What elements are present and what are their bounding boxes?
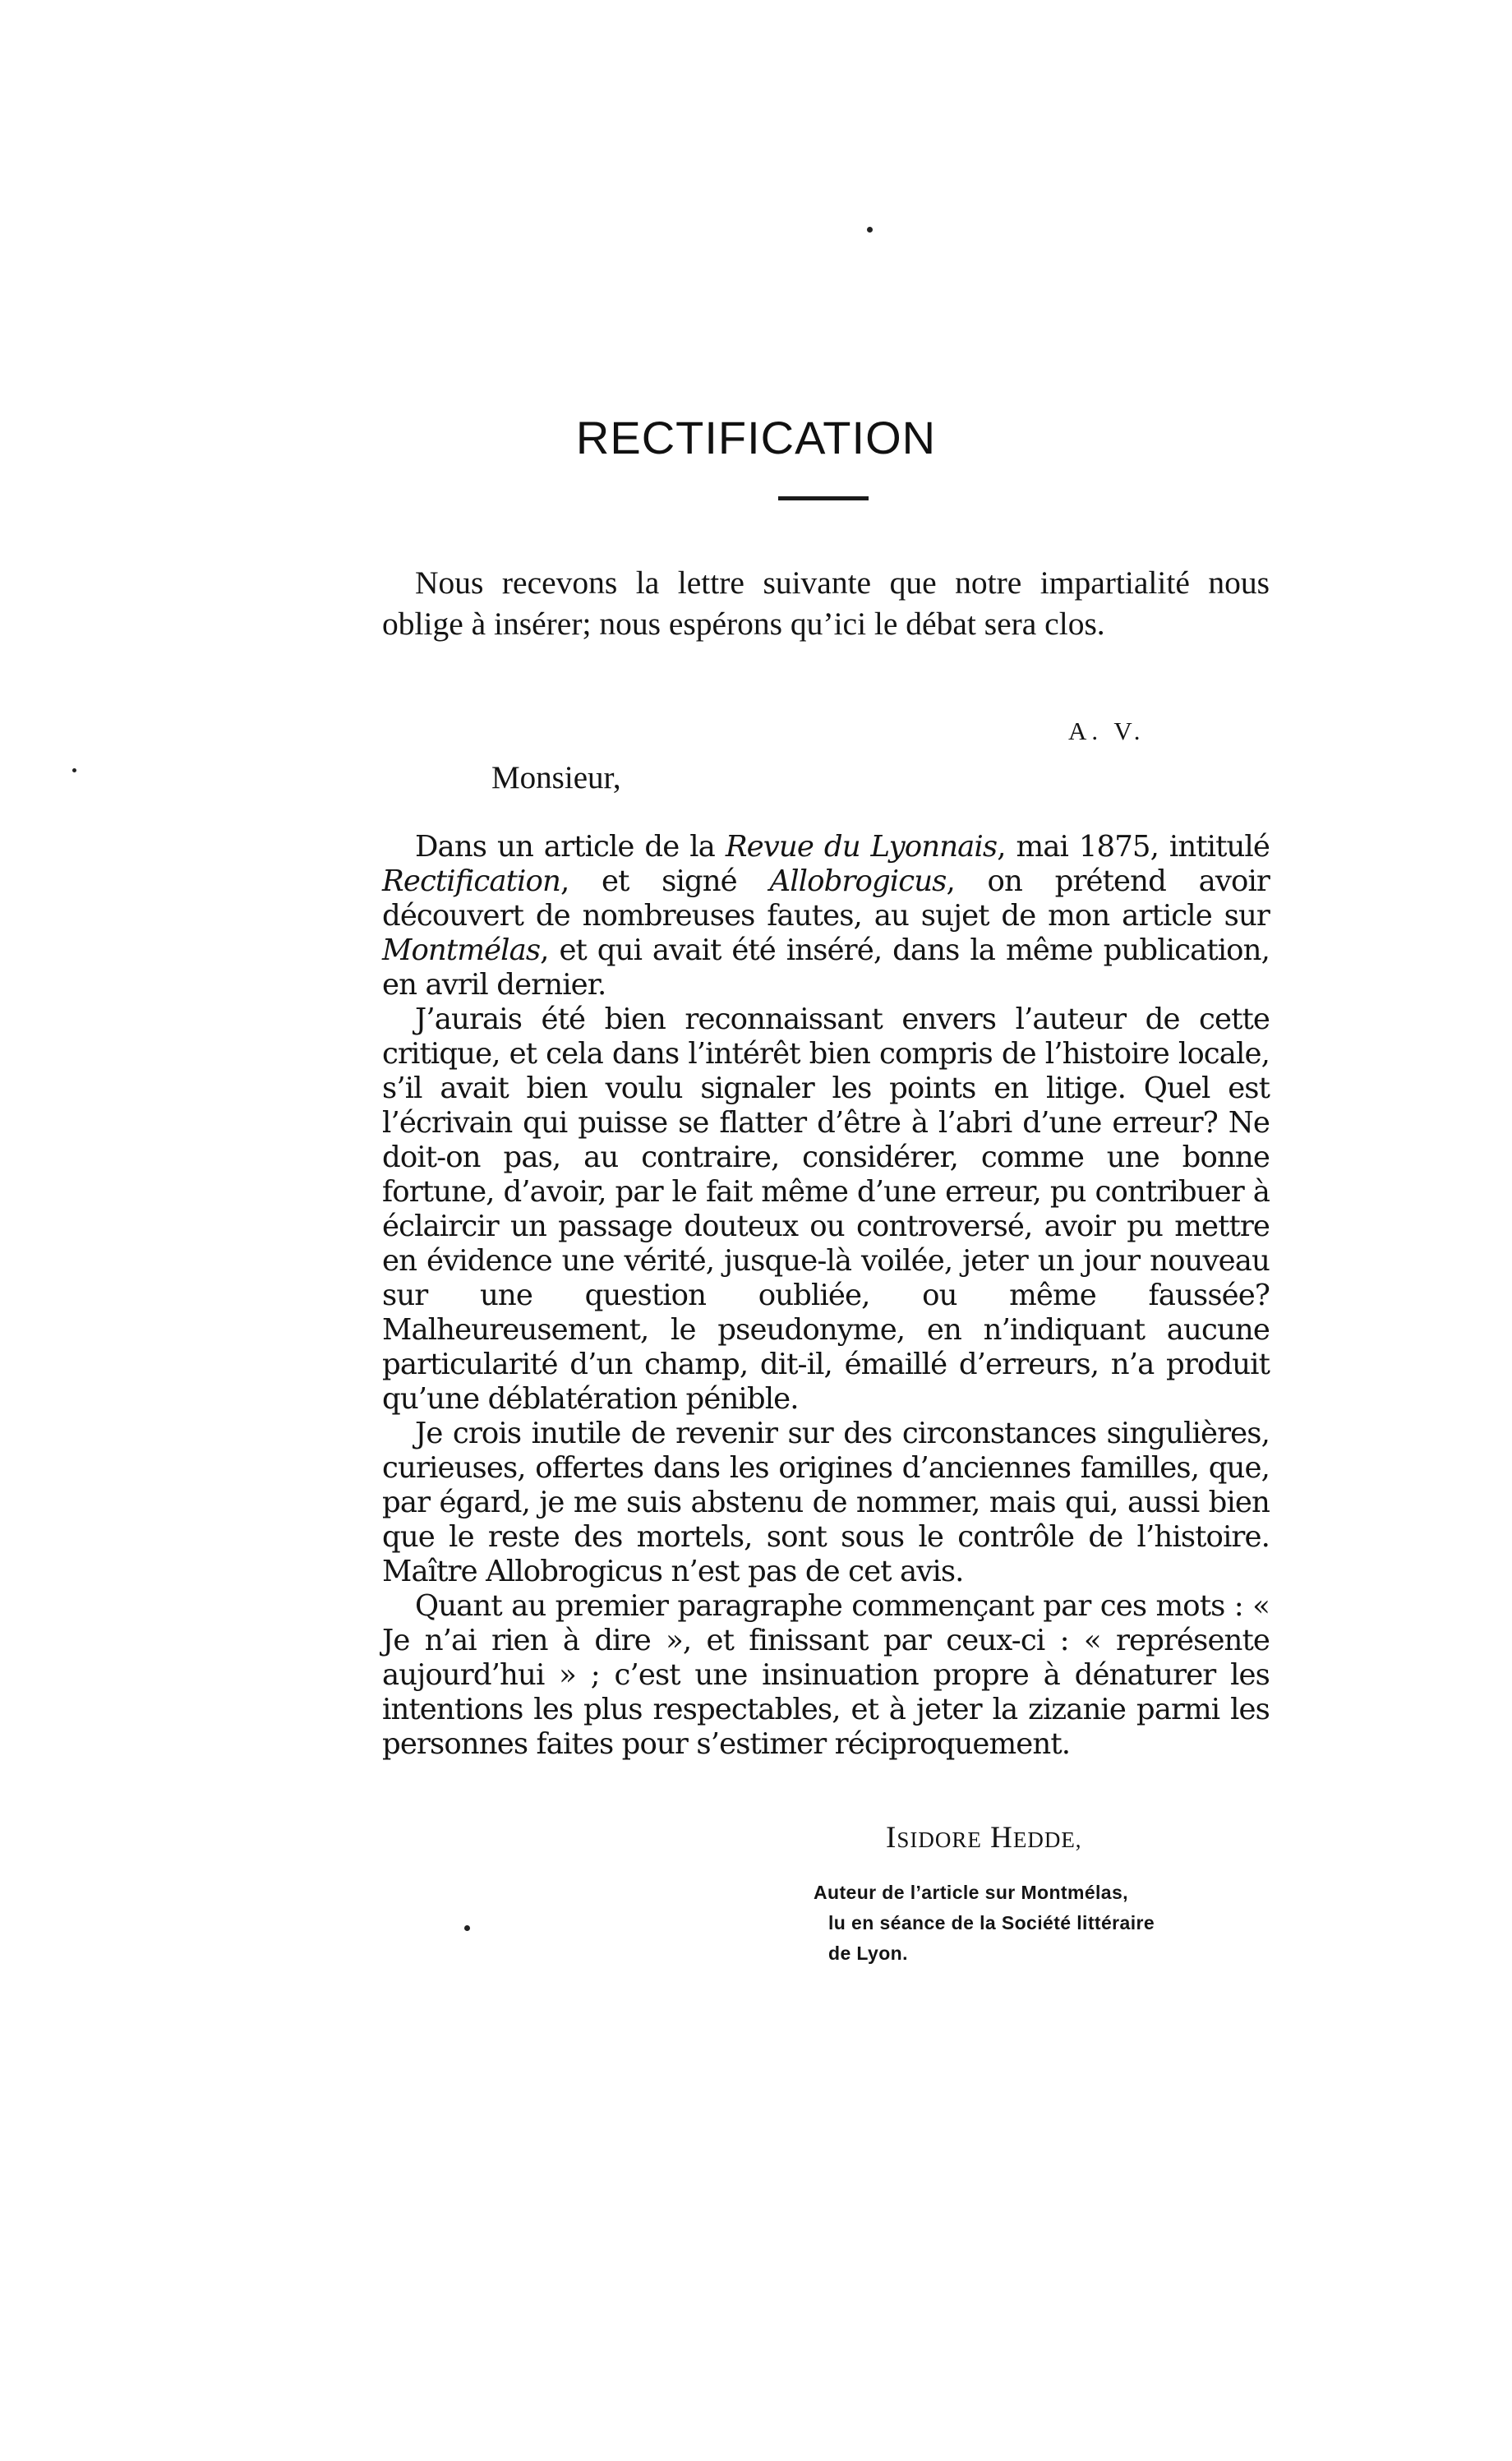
journal-name: Revue du Lyonnais [725,830,998,864]
editor-initials: A. V. [1068,717,1146,745]
title-rule [778,496,869,500]
pseudonym: Allobrogicus [769,864,947,898]
letter-body [382,830,1270,1762]
ink-speck [464,1925,470,1931]
article-title: Rectification [382,864,560,898]
paragraph-2: J’aurais été bien reconnaissant envers l’auteur de cette critique, et cela dans l’intérêt bien compris de l’histoire locale, s’il avait bien voulu signaler les points en litige. Quel est l’écrivain qui puisse se flatter d’être à l’abri d’une erreur? Ne doit-on pas, au contraire, considérer, comme une bonne fortune, d’avoir, par le fait même d’une erreur, pu contribuer à éclaircir un passage douteux ou controversé, avoir pu mettre en évidence une vérité, jusque-là voilée, jeter un jour nouveau sur une question oubliée, ou même faussée? Malheureusement, le pseudonyme, en n’indiquant aucune particularité d’un champ, dit-il, émaillé d’erreurs, n’a produit qu’une déblatération pénible. [382,1002,1270,1416]
paragraph-3: Je crois inutile de revenir sur des circonstances singulières, curieuses, offertes dans les origines d’anciennes familles, que, par égard, je me suis abstenu de nommer, mais qui, aussi bien que le reste des mortels, sont sous le contrôle de l’histoire. Maître Allobrogicus n’est pas de cet avis. [382,1417,1270,1588]
signature-name: ISIDORE HEDDE, [886,1821,1082,1855]
paragraph-1: Dans un article de la Revue du Lyonnais, mai 1875, intitulé Rectification, et signé Allobrogicus, on prétend avoir découvert de nombreuses fautes, au sujet de mon article sur Montmélas, et qui avait été inséré, dans la même publication, en avril dernier. [382,830,1270,1002]
ink-speck [867,227,873,233]
editor-note: Nous recevons la lettre suivante que notre impartialité nous oblige à insérer; nous espérons qu’ici le débat sera clos. [382,565,1270,642]
page-title: RECTIFICATION [575,412,937,463]
signature-role: Auteur de l’article sur Montmélas, lu en séance de la Société littéraire de Lyon. [814,1882,1155,1964]
paragraph-4: Quant au premier paragraphe commençant par ces mots : « Je n’ai rien à dire », et finissant par ceux-ci : « représente aujourd’hui » ; c’est une insinuation propre à dénaturer les intentions les plus respectables, et à jeter la zizanie parmi les personnes faites pour s’estimer réciproquement. [382,1589,1270,1761]
subject-name: Montmélas [382,933,541,967]
salutation: Monsieur, [491,760,621,795]
ink-speck [72,768,76,772]
